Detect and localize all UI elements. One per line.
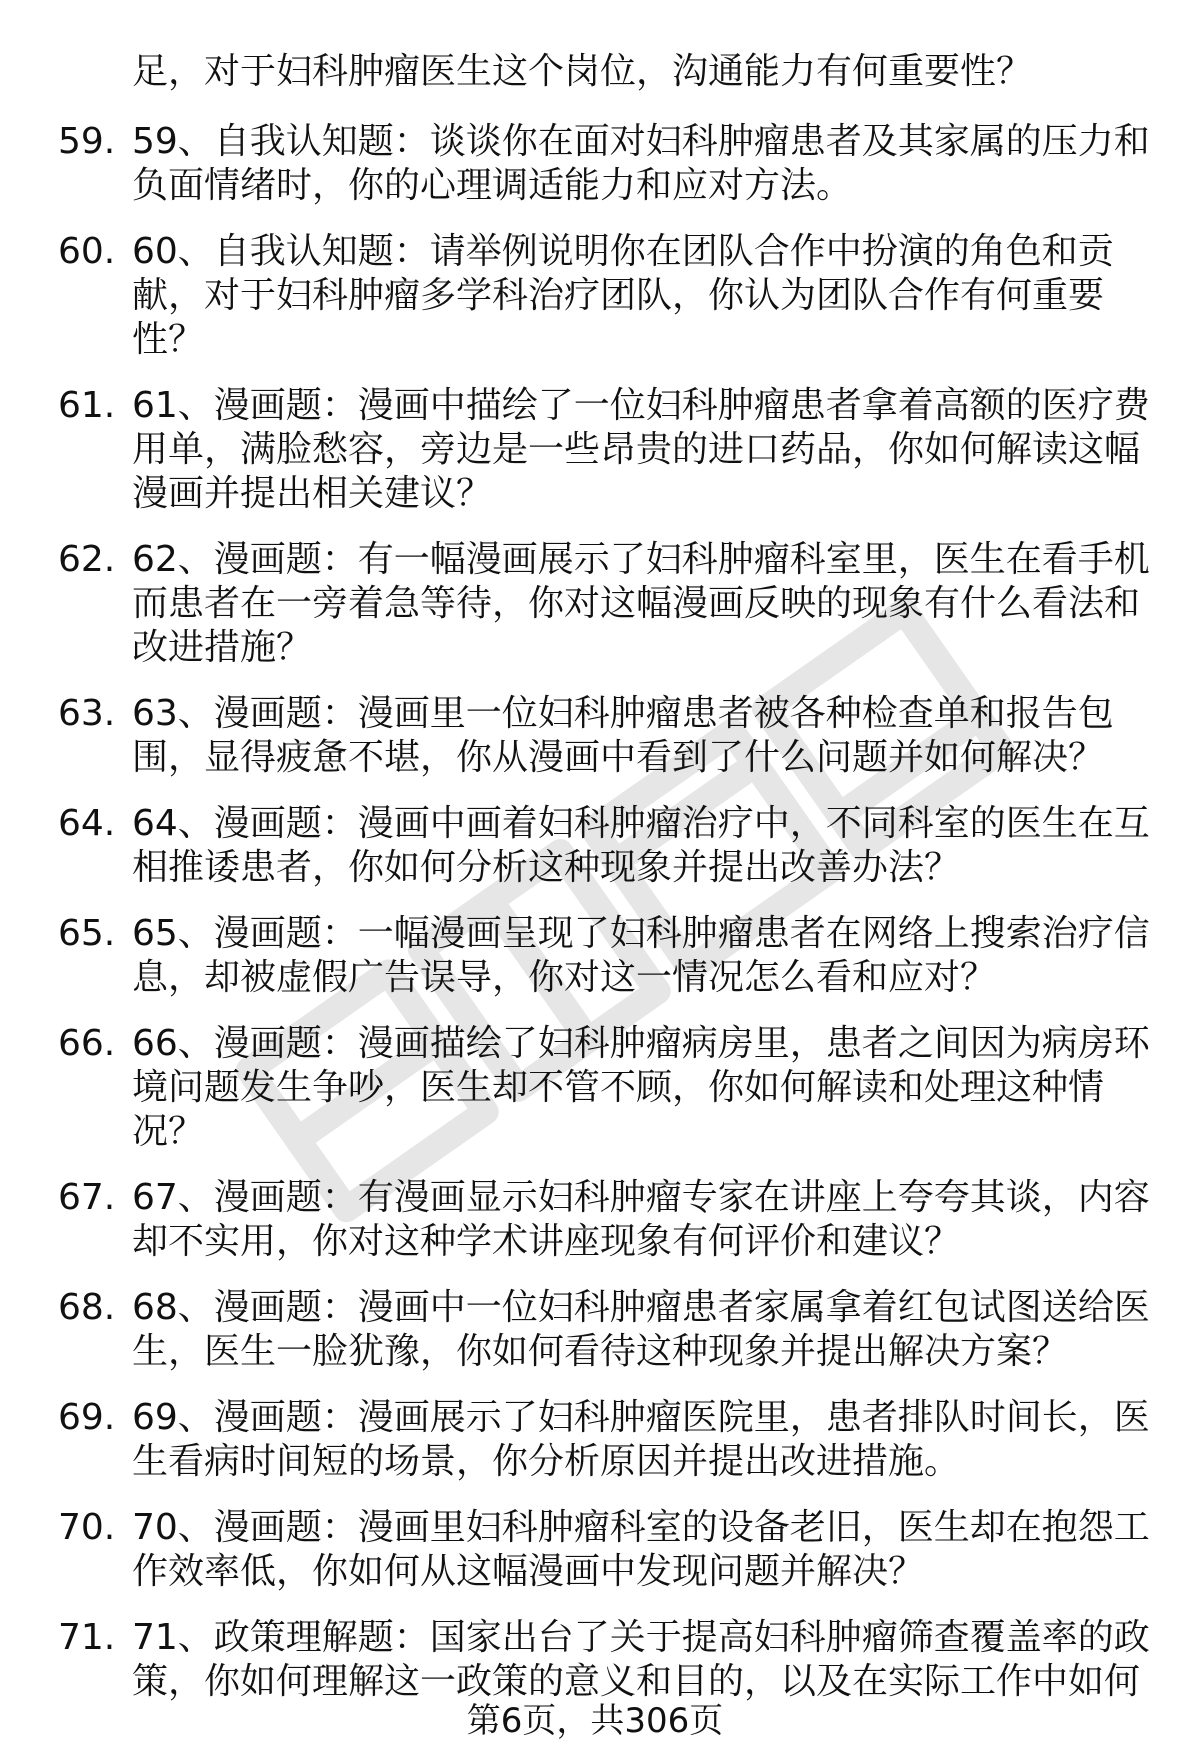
question-text: 67、漫画题：有漫画显示妇科肿瘤专家在讲座上夸夸其谈，内容却不实用，你对这种学术讲座现象有何评价和建议？ <box>132 1177 1150 1262</box>
question-text: 64、漫画题：漫画中画着妇科肿瘤治疗中，不同科室的医生在互相推诿患者，你如何分析这种现象并提出改善办法？ <box>132 803 1150 888</box>
page-footer: 第6页，共306页 <box>466 1701 724 1741</box>
question-text: 69、漫画题：漫画展示了妇科肿瘤医院里，患者排队时间长，医生看病时间短的场景，你分析原因并提出改进措施。 <box>132 1397 1150 1482</box>
list-item <box>0 802 1190 890</box>
question-text: 65、漫画题：一幅漫画呈现了妇科肿瘤患者在网络上搜索治疗信息，却被虚假广告误导，你对这一情况怎么看和应对？ <box>132 913 1150 998</box>
list-item <box>0 538 1190 670</box>
question-number: 64. <box>58 803 116 844</box>
list-item <box>0 912 1190 1000</box>
list-item <box>0 1286 1190 1374</box>
question-number: 62. <box>58 539 116 580</box>
list-item <box>0 1616 1190 1704</box>
question-text: 61、漫画题：漫画中描绘了一位妇科肿瘤患者拿着高额的医疗费用单，满脸愁容，旁边是一些昂贵的进口药品，你如何解读这幅漫画并提出相关建议？ <box>132 385 1150 514</box>
question-number: 65. <box>58 913 116 954</box>
list-item <box>0 1506 1190 1594</box>
question-number: 71. <box>58 1617 116 1658</box>
continuation-text: 足，对于妇科肿瘤医生这个岗位，沟通能力有何重要性？ <box>132 51 1033 92</box>
question-text: 68、漫画题：漫画中一位妇科肿瘤患者家属拿着红包试图送给医生，医生一脸犹豫，你如何看待这种现象并提出解决方案？ <box>132 1287 1150 1372</box>
question-number: 68. <box>58 1287 116 1328</box>
question-text: 60、自我认知题：请举例说明你在团队合作中扮演的角色和贡献，对于妇科肿瘤多学科治疗团队，你认为团队合作有何重要性？ <box>132 231 1114 360</box>
list-item <box>0 1396 1190 1484</box>
question-text: 62、漫画题：有一幅漫画展示了妇科肿瘤科室里，医生在看手机而患者在一旁着急等待，你对这幅漫画反映的现象有什么看法和改进措施？ <box>132 539 1150 668</box>
question-number: 69. <box>58 1397 116 1438</box>
list-item <box>0 384 1190 516</box>
question-number: 66. <box>58 1023 116 1064</box>
question-text: 71、政策理解题：国家出台了关于提高妇科肿瘤筛查覆盖率的政策，你如何理解这一政策的意义和目的，以及在实际工作中如何 <box>132 1617 1150 1702</box>
question-number: 60. <box>58 231 116 272</box>
question-number: 59. <box>58 121 116 162</box>
question-text: 63、漫画题：漫画里一位妇科肿瘤患者被各种检查单和报告包围，显得疲惫不堪，你从漫画中看到了什么问题并如何解决？ <box>132 693 1114 778</box>
question-text: 70、漫画题：漫画里妇科肿瘤科室的设备老旧，医生却在抱怨工作效率低，你如何从这幅漫画中发现问题并解决？ <box>132 1507 1150 1592</box>
list-item <box>0 230 1190 362</box>
question-number: 70. <box>58 1507 116 1548</box>
question-number: 67. <box>58 1177 116 1218</box>
question-list <box>0 120 1190 1726</box>
question-text: 59、自我认知题：谈谈你在面对妇科肿瘤患者及其家属的压力和负面情绪时，你的心理调适能力和应对方法。 <box>132 121 1150 206</box>
question-number: 63. <box>58 693 116 734</box>
list-item <box>0 1176 1190 1264</box>
question-number: 61. <box>58 385 116 426</box>
list-item <box>0 120 1190 208</box>
list-item <box>0 692 1190 780</box>
list-item <box>0 1022 1190 1154</box>
question-text: 66、漫画题：漫画描绘了妇科肿瘤病房里，患者之间因为病房环境问题发生争吵，医生却不管不顾，你如何解读和处理这种情况？ <box>132 1023 1150 1152</box>
